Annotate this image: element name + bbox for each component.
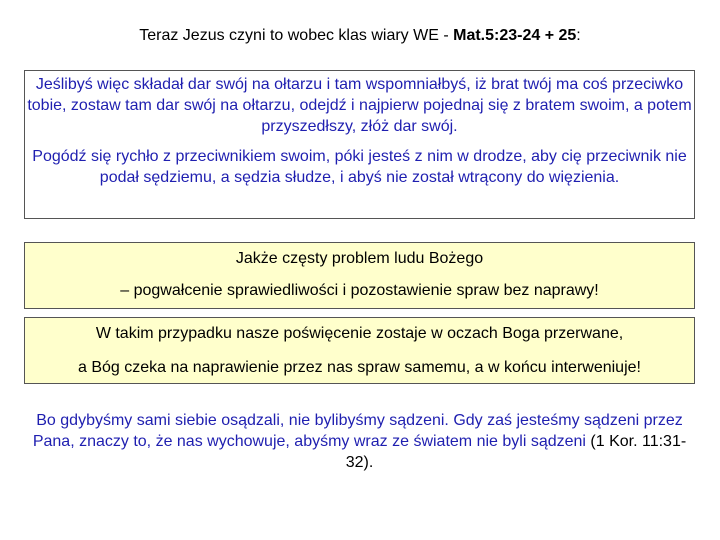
scripture-box xyxy=(24,70,695,219)
problem-box xyxy=(24,242,695,309)
title-prefix: Teraz Jezus czyni to wobec klas wiary WE - xyxy=(139,27,454,44)
page-title xyxy=(0,26,720,46)
title-suffix: : xyxy=(576,27,581,44)
title-reference: Mat.5:23-24 + 25 xyxy=(453,27,577,44)
problem-line-1: Jakże częsty problem ludu Bożego xyxy=(235,250,484,267)
scripture-paragraph-1: Jeślibyś więc składał dar swój na ołtarzu i tam wspomniałbyś, iż brat twój ma coś przeciwko tobie, zostaw tam dar swój na ołtarzu, odejdź i najpierw pojednaj się z bratem swoim, a potem przyszedłszy, złóż dar swój. xyxy=(27,76,692,135)
closing-reference: (1 Kor. 11:31-32). xyxy=(345,433,687,471)
scripture-paragraph-2: Pogódź się rychło z przeciwnikiem swoim, póki jesteś z nim w drodze, aby cię przeciwnik nie podał sędziemu, a sędzia słudze, i abyś nie został wtrącony do więzienia. xyxy=(32,148,687,186)
consequence-box xyxy=(24,317,695,384)
consequence-line-2: a Bóg czeka na naprawienie przez nas spraw samemu, a w końcu interweniuje! xyxy=(78,359,641,376)
closing-text: Bo gdybyśmy sami siebie osądzali, nie bylibyśmy sądzeni. Gdy zaś jesteśmy sądzeni przez Pana, znaczy to, że nas wychowuje, abyśmy wraz ze światem nie byli sądzeni xyxy=(32,412,683,450)
closing-quote xyxy=(24,410,695,473)
consequence-line-1: W takim przypadku nasze poświęcenie zostaje w oczach Boga przerwane, xyxy=(95,325,624,342)
problem-line-2: – pogwałcenie sprawiedliwości i pozostawienie spraw bez naprawy! xyxy=(120,282,599,299)
